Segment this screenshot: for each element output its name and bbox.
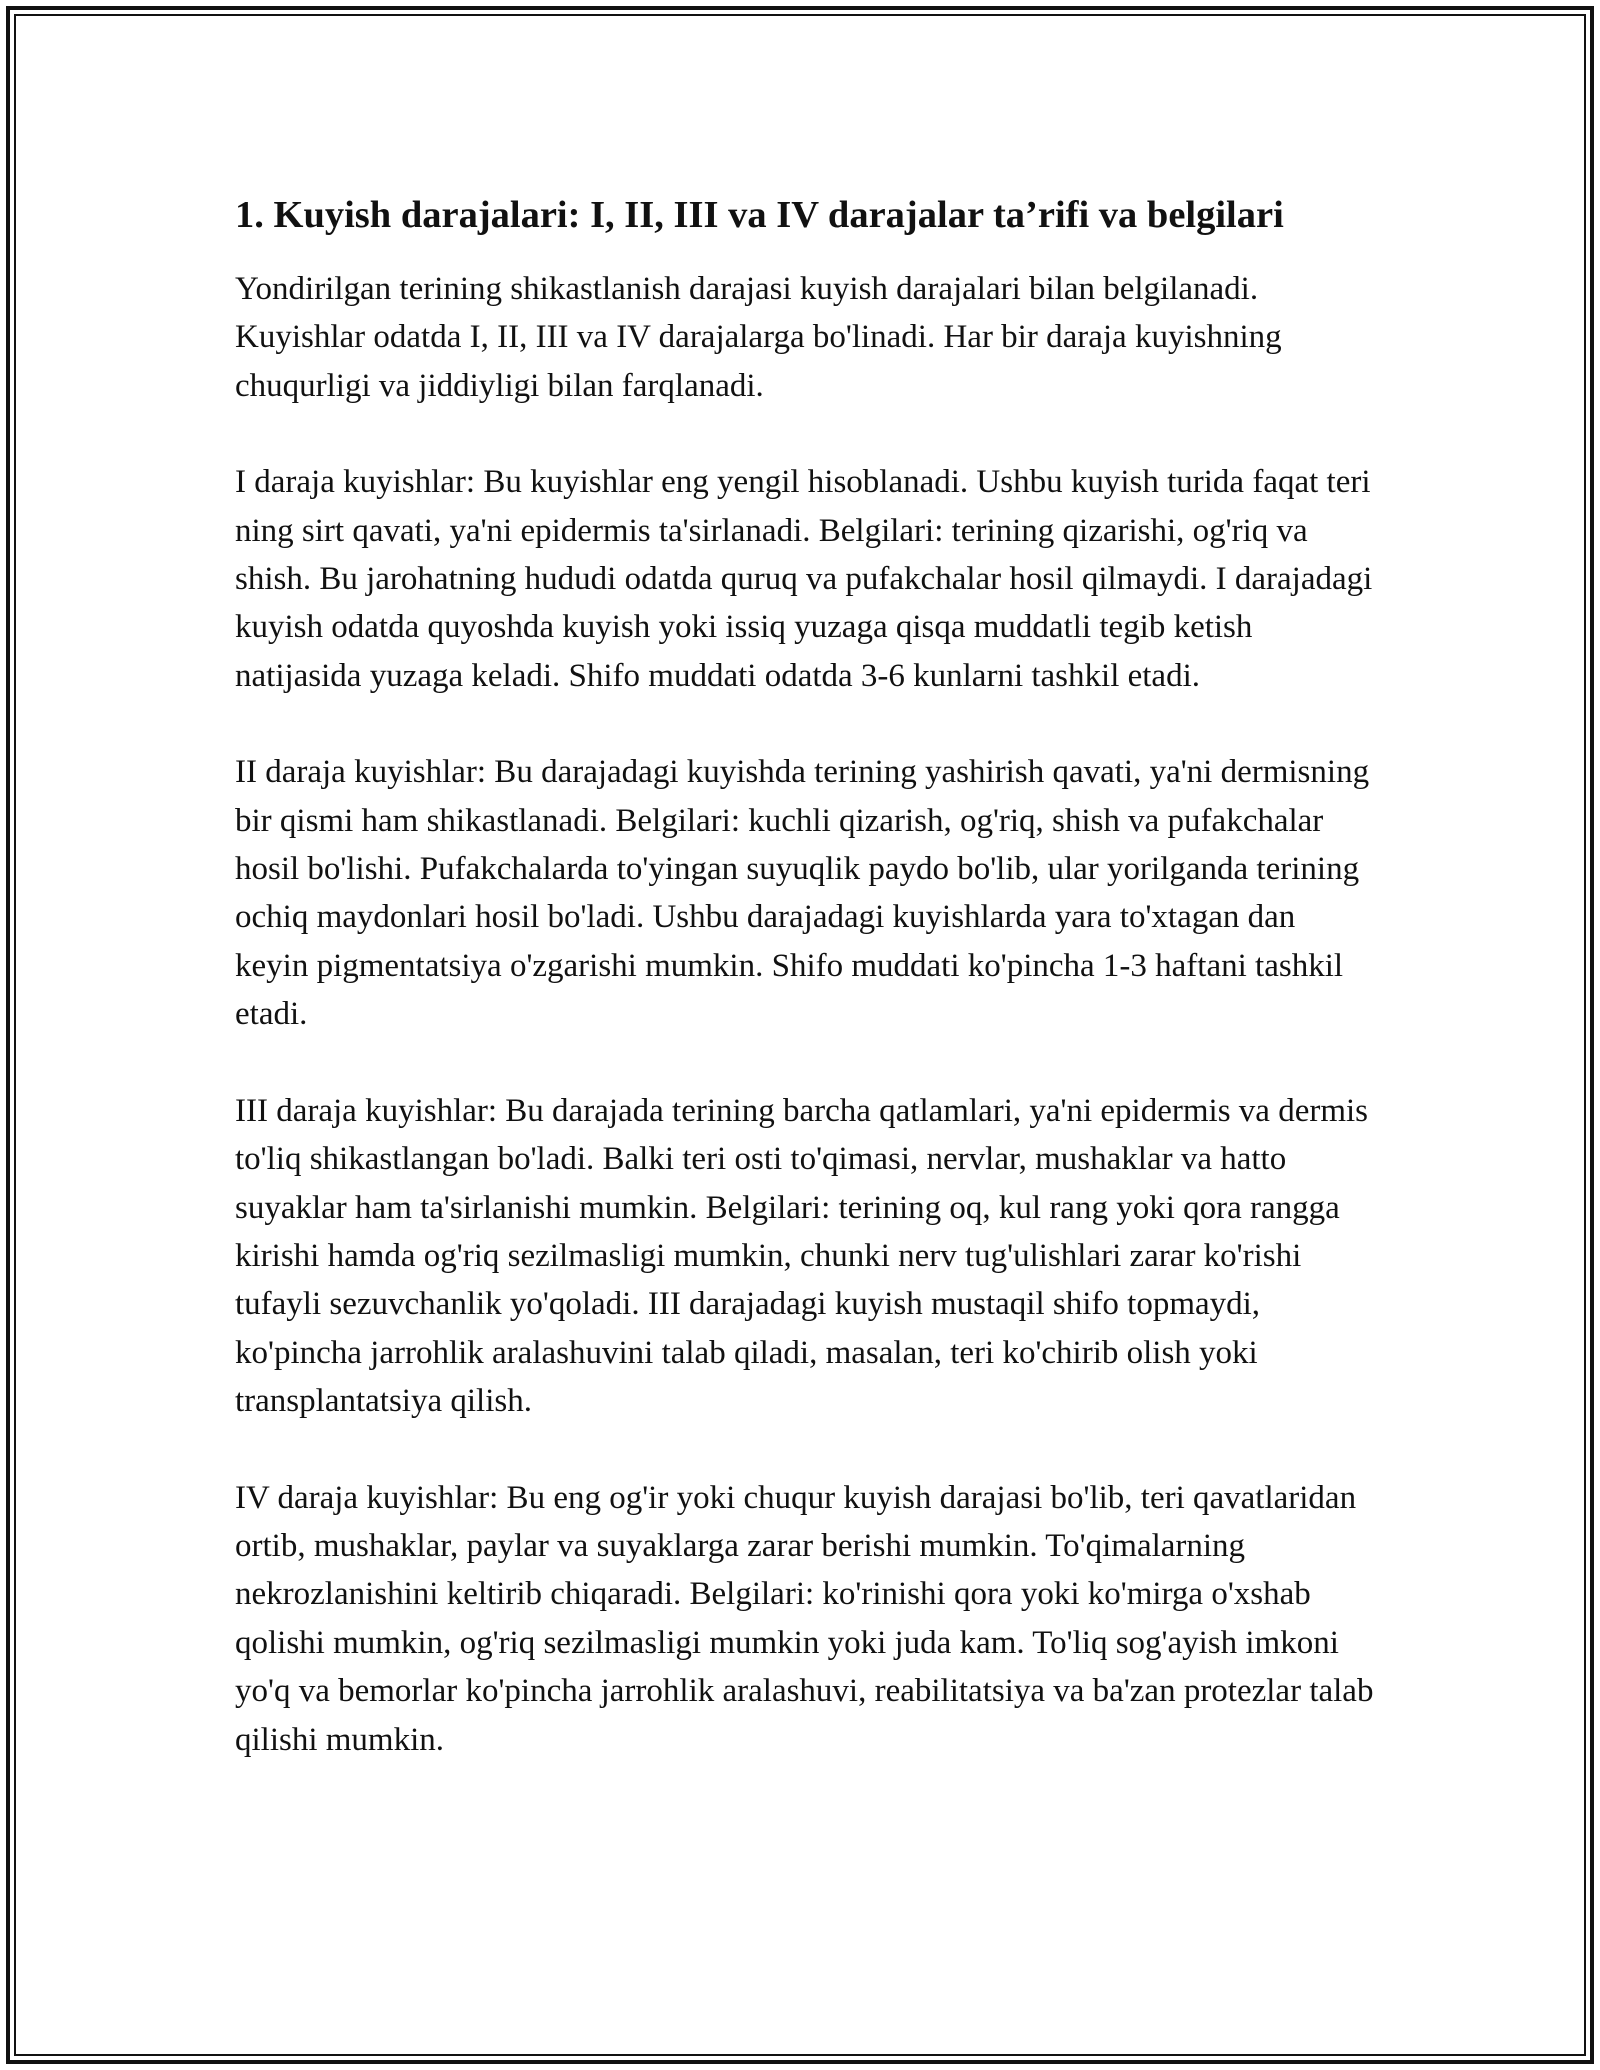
- degree-4-paragraph: IV daraja kuyishlar: Bu eng og'ir yoki chuqur kuyish darajasi bo'lib, teri qavatlaridan ortib, mushaklar, paylar va suyaklarga zarar berishi mumkin. To'qimalarning nekrozlanishini keltirib chiqaradi. Belgilari: ko'rinishi qora yoki ko'mirga o'xshab qolishi mumkin, og'riq sezilmasligi mumkin yoki juda kam. To'liq sog'ayish imkoni yo'q va bemorlar ko'pincha jarrohlik aralashuvi, reabilitatsiya va ba'zan protezlar talab qilishi mumkin.: [235, 1479, 1374, 1758]
- section-heading: 1. Kuyish darajalari: I, II, III va IV darajalar ta’rifi va belgilari: [235, 194, 1284, 236]
- degree-2-paragraph: II daraja kuyishlar: Bu darajadagi kuyishda terining yashirish qavati, ya'ni dermisning bir qismi ham shikastlanadi. Belgilari: kuchli qizarish, og'riq, shish va pufakchalar hosil bo'lishi. Pufakchalarda to'yingan suyuqlik paydo bo'lib, ular yorilganda terining ochiq maydonlari hosil bo'ladi. Ushbu darajadagi kuyishlarda yara to'xtagan dan keyin pigmentatsiya o'zgarishi mumkin. Shifo muddati ko'pincha 1-3 haftani tashkil etadi.: [235, 754, 1370, 1033]
- degree-1-paragraph: I daraja kuyishlar: Bu kuyishlar eng yengil hisoblanadi. Ushbu kuyish turida faqat teri ning sirt qavati, ya'ni epidermis ta'sirlanadi. Belgilari: terining qizarishi, og'riq va shish. Bu jarohatning hududi odatda quruq va pufakchalar hosil qilmaydi. I darajadagi kuyish odatda quyoshda kuyish yoki issiq yuzaga qisqa muddatli tegib ketish natijasida yuzaga keladi. Shifo muddati odatda 3-6 kunlarni tashkil etadi.: [235, 464, 1373, 694]
- document-body: [235, 188, 1375, 1812]
- degree-3-paragraph: III daraja kuyishlar: Bu darajada terining barcha qatlamlari, ya'ni epidermis va dermis to'liq shikastlangan bo'ladi. Balki teri osti to'qimasi, nervlar, mushaklar va hatto suyaklar ham ta'sirlanishi mumkin. Belgilari: terining oq, kul rang yoki qora rangga kirishi hamda og'riq sezilmasligi mumkin, chunki nerv tug'ulishlari zarar ko'rishi tufayli sezuvchanlik yo'qoladi. III darajadagi kuyish mustaqil shifo topmaydi, ko'pincha jarrohlik aralashuvini talab qiladi, masalan, teri ko'chirib olish yoki transplantatsiya qilish.: [235, 1092, 1369, 1420]
- intro-paragraph: Yondirilgan terining shikastlanish darajasi kuyish darajalari bilan belgilanadi. Kuyishlar odatda I, II, III va IV darajalarga bo'linadi. Har bir daraja kuyishning chuqurligi va jiddiyligi bilan farqlanadi.: [235, 271, 1282, 404]
